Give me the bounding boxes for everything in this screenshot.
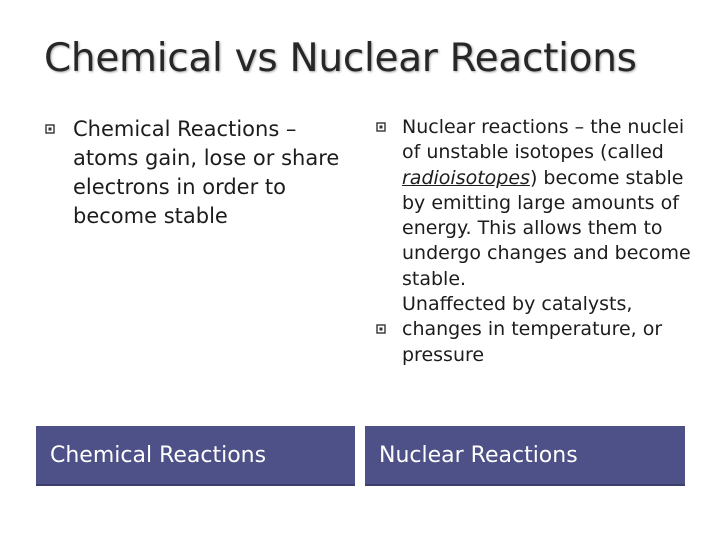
nuclear-reactions-text bbox=[402, 115, 702, 368]
nuclear-bullet-1-after: ) become stable by emitting large amounts of energy. This allows them to undergo changes and become stable. bbox=[402, 166, 691, 290]
chemical-reactions-text: Chemical Reactions – atoms gain, lose or share electrons in order to become stable bbox=[73, 117, 340, 228]
nuclear-reactions-label: Nuclear Reactions bbox=[365, 426, 685, 486]
slide-title: Chemical vs Nuclear Reactions bbox=[44, 36, 637, 81]
box-bullet-icon bbox=[376, 122, 386, 132]
nuclear-bullet-1 bbox=[402, 115, 702, 292]
nuclear-bullet-2: Unaffected by catalysts, changes in temperature, or pressure bbox=[402, 293, 663, 366]
nuclear-bullet-1-before: Nuclear reactions – the nuclei of unstable isotopes (called bbox=[402, 116, 685, 164]
radioisotopes-term: radioisotopes bbox=[402, 166, 530, 189]
box-bullet-icon bbox=[376, 324, 386, 334]
box-bullet-icon bbox=[45, 124, 55, 134]
chemical-reactions-label: Chemical Reactions bbox=[36, 426, 355, 486]
